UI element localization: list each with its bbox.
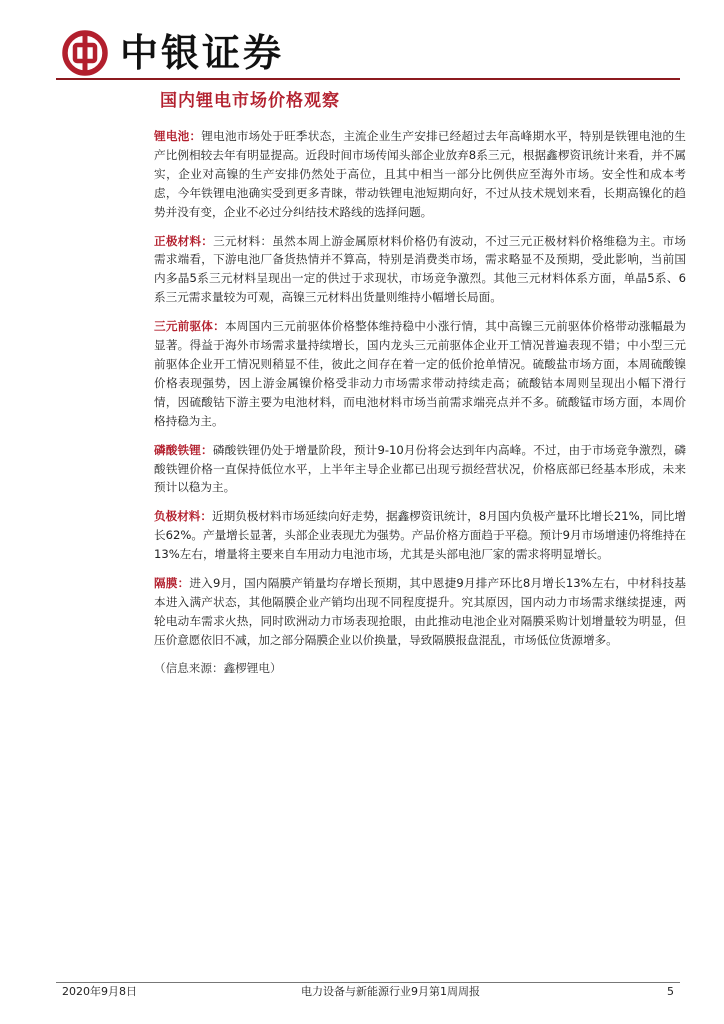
paragraph-separator bbox=[154, 574, 686, 650]
paragraph-text: 本周国内三元前驱体价格整体维持稳中小涨行情，其中高镍三元前驱体价格带动涨幅最为显著。得益于海外市场需求量持续增长，国内龙头三元前驱体企业开工情况普遍表现不错；中小型三元前驱体企业开工情况则稍显不佳，彼此之间存在着一定的低价抢单情况。硫酸盐市场方面，本周硫酸镍价格表现强势，因上游金属镍价格受非动力市场需求带动持续走高；硫酸钴本周则呈现出小幅下滑行情，因硫酸钴下游主要为电池材料，而电池材料市场当前需求端亮点并不多。硫酸锰市场方面，本周价格持稳为主。 bbox=[154, 319, 686, 428]
report-header bbox=[62, 28, 702, 80]
footer-date: 2020年9月8日 bbox=[62, 985, 137, 998]
paragraph-cathode-material bbox=[154, 232, 686, 308]
paragraph-lead: 隔膜： bbox=[154, 576, 190, 591]
page-number: 5 bbox=[667, 985, 674, 998]
footer-report-title: 电力设备与新能源行业9月第1周周报 bbox=[301, 985, 480, 998]
footer-divider bbox=[56, 982, 680, 983]
paragraph-anode-material bbox=[154, 507, 686, 564]
paragraph-text: 磷酸铁锂仍处于增量阶段，预计9-10月份将会达到年内高峰。不过，由于市场竞争激烈，磷酸铁锂价格一直保持低位水平，上半年主导企业都已出现亏损经营状况，价格底部已经基本形成，未来预计以稳为主。 bbox=[154, 442, 686, 495]
section-title: 国内锂电市场价格观察 bbox=[160, 91, 340, 111]
source-note: （信息来源：鑫椤锂电） bbox=[154, 660, 282, 675]
paragraph-ternary-precursor bbox=[154, 317, 686, 430]
paragraph-lead: 正极材料： bbox=[154, 233, 214, 248]
paragraph-text: 近期负极材料市场延续向好走势，据鑫椤资讯统计，8月国内负极产量环比增长21%，同比增长62%。产量增长显著，头部企业表现尤为强势。产品价格方面趋于平稳。预计9月市场增速仍将维持在13%左右，增量将主要来自车用动力电池市场，尤其是头部电池厂家的需求将明显增长。 bbox=[154, 509, 686, 562]
header-divider bbox=[56, 78, 680, 80]
bank-of-china-logo-icon bbox=[62, 30, 108, 76]
paragraph-lithium-iron-phosphate bbox=[154, 441, 686, 498]
report-body bbox=[154, 127, 686, 676]
paragraph-lead: 磷酸铁锂： bbox=[154, 442, 213, 457]
paragraph-text: 锂电池市场处于旺季状态，主流企业生产安排已经超过去年高峰期水平，特别是铁锂电池的生产比例相较去年有明显提高。近段时间市场传闻头部企业放弃8系三元，根据鑫椤资讯统计来看，并不属实，企业对高镍的生产安排仍然处于高位，且其中相当一部分比例供应至海外市场。安全性和成本考虑，今年铁锂电池确实受到更多青睐，带动铁锂电池短期向好，不过从技术规划来看，长期高镍化的趋势并没有变，企业不必过分纠结技术路线的选择问题。 bbox=[154, 129, 686, 219]
paragraph-lithium-battery bbox=[154, 127, 686, 222]
paragraph-lead: 锂电池： bbox=[154, 129, 202, 143]
paragraph-text: 进入9月，国内隔膜产销量均存增长预期，其中恩捷9月排产环比8月增长13%左右，中材科技基本进入满产状态，其他隔膜企业产销均出现不同程度提升。究其原因，国内动力市场需求继续提速，两轮电动车需求火热，同时欧洲动力市场表现抢眼，由此推动电池企业对隔膜采购计划增量较为明显，但压价意愿依旧不减，加之部分隔膜企业以价换量，导致隔膜报盘混乱，市场低位货源增多。 bbox=[154, 576, 686, 647]
paragraph-lead: 负极材料： bbox=[154, 509, 213, 524]
paragraph-lead: 三元前驱体： bbox=[154, 319, 225, 334]
paragraph-text: 三元材料：虽然本周上游金属原材料价格仍有波动，不过三元正极材料价格维稳为主。市场需求端看，下游电池厂备货热情并不算高，特别是消费类市场，需求略显不及预期，受此影响，当前国内多晶5系三元材料呈现出一定的供过于求现状，市场竞争激烈。其他三元材料体系方面，单晶5系、6系三元需求量较为可观，高镍三元材料出货量则维持小幅增长局面。 bbox=[154, 233, 686, 305]
brand-name: 中银证券 bbox=[120, 30, 285, 75]
